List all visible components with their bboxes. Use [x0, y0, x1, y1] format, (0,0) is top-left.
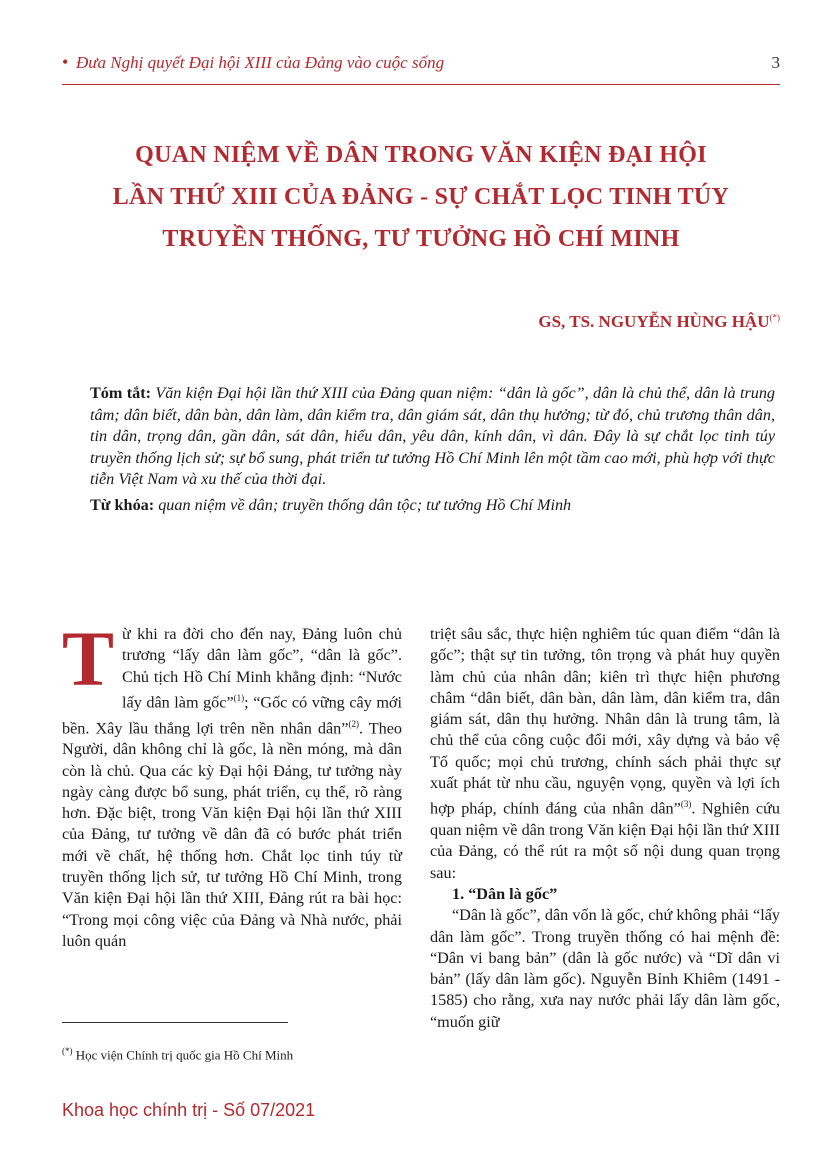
footnote	[62, 1046, 293, 1063]
section-heading: 1. “Dân là gốc”	[452, 884, 558, 903]
intro-paragraph: Từ khi ra đời cho đến nay, Đảng luôn chủ trương “lấy dân làm gốc”, “dân là gốc”. Chủ tịch Hồ Chí Minh khẳng định: “Nước lấy dân làm gốc”$^{(1)}$; “Gốc có vững cây mới bền. Xây lầu thắng lợi trên nền nhân dân”$^{(2)}$. Theo Người, dân không chỉ là gốc, là nền móng, mà dân còn là chủ. Qua các kỳ Đại hội Đảng, tư tưởng này ngày càng được bổ sung, phát triển, cụ thể, rõ ràng hơn. Đặc biệt, trong Văn kiện Đại hội lần thứ XIII của Đảng, tư tưởng về dân đã có bước phát triển mới về chất, hệ thống hơn. Chắt lọc tinh túy từ truyền thống lịch sử, tư tưởng Hồ Chí Minh, trong Văn kiện Đại hội lần thứ XIII, Đảng rút ra bài học: “Trong mọi công việc của Đảng và Nhà nước, phải luôn quán	[62, 615, 402, 950]
article-title	[62, 134, 780, 260]
body-column-left	[62, 615, 402, 952]
abstract-label: Tóm tắt:	[90, 384, 151, 402]
section-paragraph: “Dân là gốc”, dân vốn là gốc, chứ không phải “lấy dân làm gốc”. Trong truyền thống có hai mệnh đề: “Dân vi bang bản” (dân là gốc nước) và “Dĩ dân vi bản” (lấy dân làm gốc). Nguyễn Bỉnh Khiêm (1491 - 1585) cho rằng, xưa nay nước phải lấy dân làm gốc, “muốn giữ	[430, 906, 780, 1031]
ref-2: (2)	[348, 718, 359, 729]
author-footnote-marker: (*)	[769, 312, 780, 323]
page-number: 3	[771, 53, 780, 72]
drop-cap: T	[62, 615, 115, 702]
running-title: Đưa Nghị quyết Đại hội XIII của Đảng vào cuộc sống	[76, 53, 445, 72]
ref-3: (3)	[680, 799, 692, 810]
header-rule	[62, 84, 780, 85]
keywords-text: quan niệm về dân; truyền thống dân tộc; tư tưởng Hồ Chí Minh	[158, 495, 572, 514]
keywords-label: Từ khóa:	[90, 495, 155, 514]
continued-paragraph: triệt sâu sắc, thực hiện nghiêm túc quan điểm “dân là gốc”; thật sự tin tưởng, tôn trọng và phát huy quyền làm chủ của nhân dân; kiên trì thực hiện phương châm “dân biết, dân bàn, dân làm, dân kiểm tra, dân giám sát, dân thụ hưởng. Nhân dân là trung tâm, là chủ thể của công cuộc đổi mới, xây dựng và bảo vệ Tổ quốc; mọi chủ trương, chính sách phải thực sự xuất phát từ nhu cầu, nguyện vọng, quyền và lợi ích hợp pháp, chính đáng của nhân dân”$^{(3)}$. Nghiên cứu quan niệm về dân trong Văn kiện Đại hội lần thứ XIII của Đảng, có thể rút ra một số nội dung quan trọng sau:	[430, 625, 780, 882]
body-column-right	[430, 624, 780, 1033]
title-line-1: QUAN NIỆM VỀ DÂN TRONG VĂN KIỆN ĐẠI HỘI	[135, 142, 707, 168]
abstract-block	[90, 383, 775, 516]
ref-1: (1)	[233, 692, 245, 703]
journal-footer: Khoa học chính trị - Số 07/2021	[62, 1100, 316, 1120]
title-line-2: LẦN THỨ XIII CỦA ĐẢNG - SỰ CHẮT LỌC TINH TÚY	[112, 184, 730, 210]
author-byline	[538, 312, 780, 332]
footnote-text: Học viện Chính trị quốc gia Hồ Chí Minh	[72, 1047, 294, 1063]
footnote-rule	[62, 1022, 288, 1023]
abstract	[90, 383, 775, 491]
abstract-text: Văn kiện Đại hội lần thứ XIII của Đảng quan niệm: “dân là gốc”, dân là chủ thể, dân là trung tâm; dân biết, dân bàn, dân làm, dân kiểm tra, dân giám sát, dân thụ hưởng; từ đó, chủ trương thân dân, tin dân, trọng dân, gần dân, sát dân, hiểu dân, yêu dân, kính dân, vì dân. Đây là sự chắt lọc tinh túy truyền thống lịch sử; sự bổ sung, phát triển tư tưởng Hồ Chí Minh lên một tầm cao mới, phù hợp với thực tiễn Việt Nam và xu thế của thời đại.	[90, 384, 776, 488]
title-line-3: TRUYỀN THỐNG, TƯ TƯỞNG HỒ CHÍ MINH	[162, 226, 680, 252]
author-name: GS, TS. NGUYỄN HÙNG HẬU	[538, 312, 770, 331]
header-bullet: •	[62, 52, 69, 72]
running-header	[62, 50, 780, 80]
keywords	[90, 495, 775, 517]
footnote-marker: (*)	[62, 1046, 73, 1056]
